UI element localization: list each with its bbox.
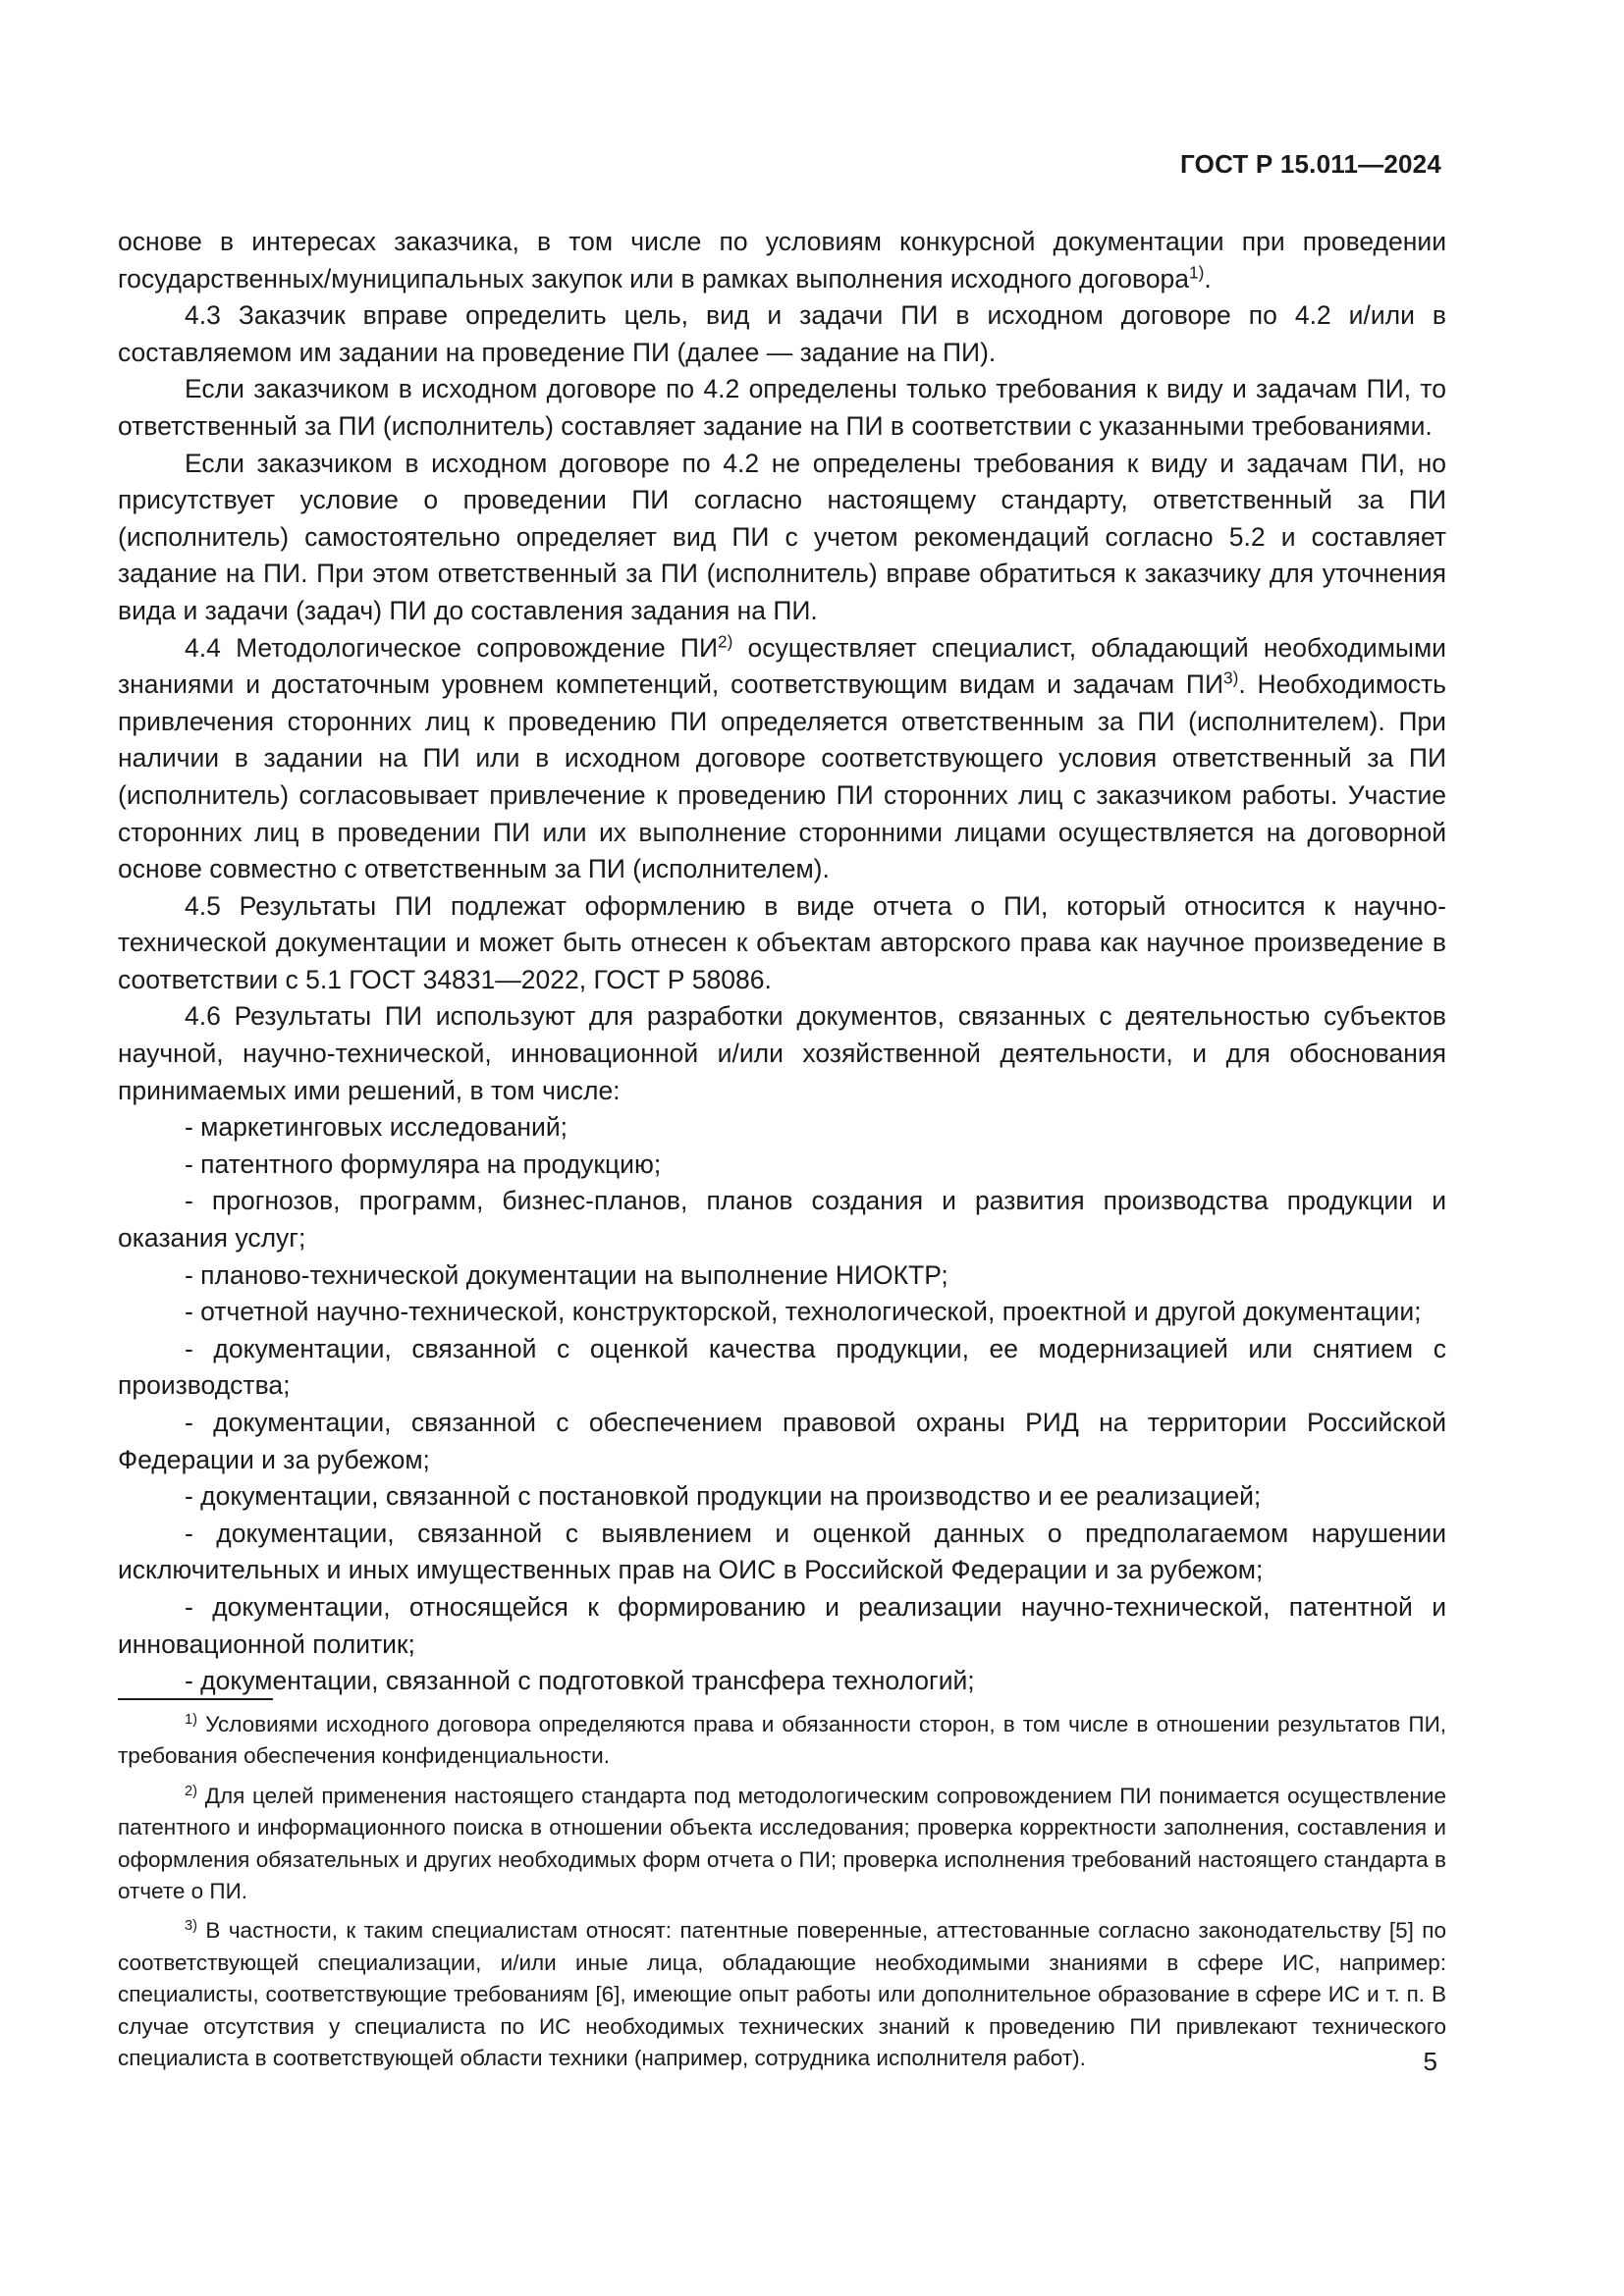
list-item: - планово-технической документации на выполнение НИОКТР; [185, 1259, 948, 1290]
list-item: - прогнозов, программ, бизнес-планов, планов создания и развития производства продукции и оказания услуг; [118, 1186, 1446, 1254]
footnote-1: $^{1)}$ Условиями исходного договора определяются права и обязанности сторон, в том числе в отношении результатов ПИ, требования обеспечения конфиденциальности. [118, 1711, 1446, 1769]
footnotes [118, 1709, 1446, 2082]
paragraph: Если заказчиком в исходном договоре по 4.2 не определены требования к виду и задачам ПИ, но присутствует условие о проведении ПИ согласно настоящему стандарту, ответственный за ПИ (исполнитель) самостоятельно определяет вид ПИ с учетом рекомендаций согласно 5.2 и составляет задание на ПИ. При этом ответственный за ПИ (исполнитель) вправе обратиться к заказчику для уточнения вида и задачи (задач) ПИ до составления задания на ПИ. [118, 448, 1446, 625]
paragraph: Если заказчиком в исходном договоре по 4.2 определены только требования к виду и задачам ПИ, то ответственный за ПИ (исполнитель) составляет задание на ПИ в соответствии с указанными требованиями. [118, 374, 1446, 441]
footnote-3: $^{3)}$ В частности, к таким специалистам относят: патентные поверенные, аттестованные согласно законодательству [5] по соответствующей специализации, и/или иные лица, обладающие необходимыми знаниями в сфере ИС, например: специалисты, соответствующие требованиям [6], имеющие опыт работы или дополнительное образование в сфере ИС и т. п. В случае отсутствия у специалиста по ИС необходимых технических знаний к проведению ПИ привлекают технического специалиста в соответствующей области техники (например, сотрудника исполнителя работ). [118, 1918, 1446, 2071]
page-number: 5 [1423, 2047, 1437, 2076]
list-item: - документации, связанной с постановкой продукции на производство и ее реализацией; [185, 1481, 1262, 1512]
paragraph-4-4: 4.4 Методологическое сопровождение ПИ$^{2)}$ осуществляет специалист, обладающий необходимыми знаниями и достаточным уровнем компетенций, соответствующим видам и задачам ПИ$^{3)}$. Необходимость привлечения сторонних лиц к проведению ПИ определяется ответственным за ПИ (исполнителем). При наличии в задании на ПИ или в исходном договоре соответствующего условия ответственный за ПИ (исполнитель) согласовывает привлечение к проведению ПИ сторонних лиц с заказчиком работы. Участие сторонних лиц в проведении ПИ или их выполнение сторонними лицами осуществляется на договорной основе совместно с ответственным за ПИ (исполнителем). [118, 631, 1446, 884]
paragraph-4-6: 4.6 Результаты ПИ используют для разработки документов, связанных с деятельностью субъектов научной, научно-технической, инновационной и/или хозяйственной деятельности, и для обоснования принимаемых ими решений, в том числе: [118, 1001, 1446, 1105]
list-item: - документации, связанной с оценкой качества продукции, ее модернизацией или снятием с производства; [118, 1333, 1446, 1401]
paragraph-4-5: 4.5 Результаты ПИ подлежат оформлению в виде отчета о ПИ, который относится к научно-технической документации и может быть отнесен к объектам авторского права как научное произведение в соответствии с 5.1 ГОСТ 34831—2022, ГОСТ Р 58086. [118, 890, 1446, 994]
footnote-2: $^{2)}$ Для целей применения настоящего стандарта под методологическим сопровождением ПИ понимается осуществление патентного и информационного поиска в отношении объекта исследования; проверка корректности заполнения, составления и оформления обязательных и других необходимых форм отчета о ПИ; проверка исполнения требований настоящего стандарта в отчете о ПИ. [118, 1783, 1446, 1904]
footnote-divider [118, 1698, 273, 1700]
footnote-ref-1: 1) [1189, 262, 1205, 283]
paragraph-4-3: 4.3 Заказчик вправе определить цель, вид и задачи ПИ в исходном договоре по 4.2 и/или в составляемом им задании на проведение ПИ (далее — задание на ПИ). [118, 300, 1446, 367]
list-item: - документации, связанной с выявлением и оценкой данных о предполагаемом нарушении исключительных и иных имущественных прав на ОИС в Российской Федерации и за рубежом; [118, 1518, 1446, 1585]
footnote-ref-2: 2) [718, 631, 733, 652]
list-item: - маркетинговых исследований; [185, 1112, 568, 1143]
paragraph-continuation: основе в интересах заказчика, в том числе по условиям конкурсной документации при проведении государственных/муниципальных закупок или в рамках выполнения исходного договора$^{1)}$. [118, 227, 1446, 294]
list-item: - документации, связанной с подготовкой трансфера технологий; [185, 1666, 975, 1696]
list-item: - документации, связанной с обеспечением правовой охраны РИД на территории Российской Федерации и за рубежом; [118, 1408, 1446, 1474]
list-item: - патентного формуляра на продукцию; [185, 1148, 662, 1179]
list-item: - документации, относящейся к формированию и реализации научно-технической, патентной и инновационной политик; [118, 1591, 1446, 1659]
footnote-ref-3: 3) [1223, 667, 1239, 688]
main-text [118, 224, 1446, 1700]
list-item: - отчетной научно-технической, конструкторской, технологической, проектной и другой документации; [185, 1297, 1422, 1327]
standard-designation: ГОСТ Р 15.011—2024 [1180, 149, 1441, 179]
